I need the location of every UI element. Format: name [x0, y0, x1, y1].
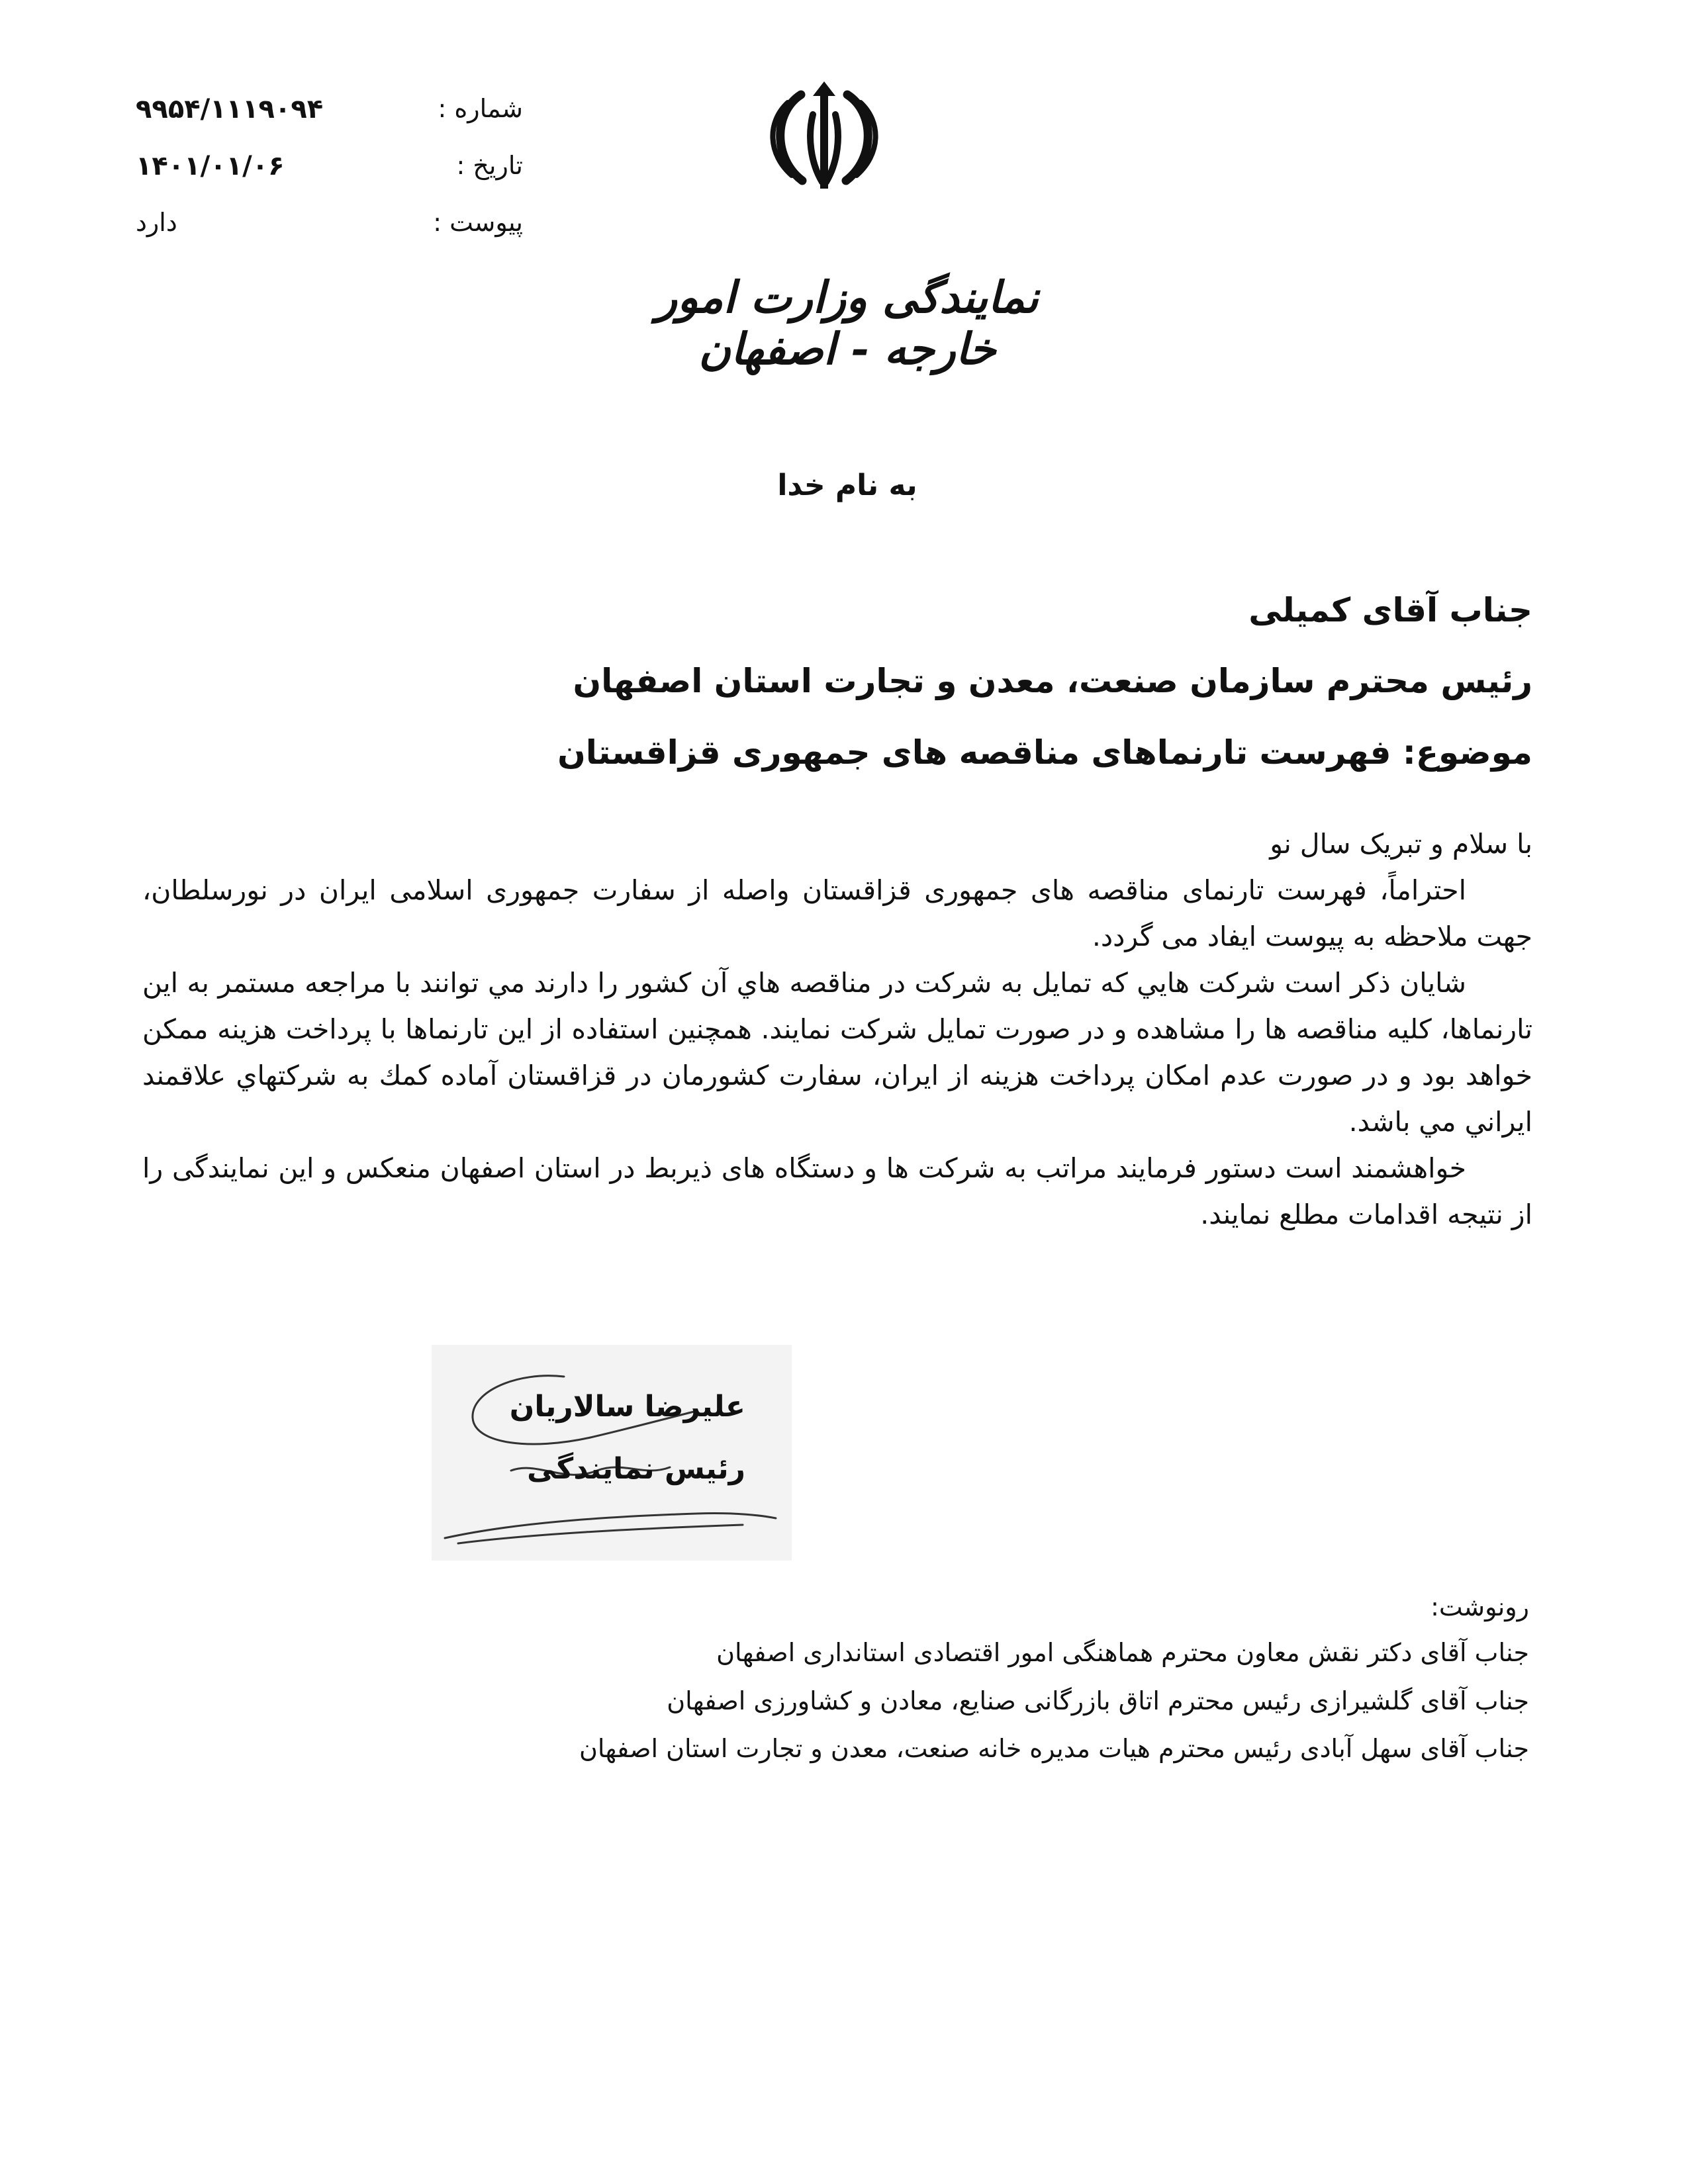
recipient-title: رئیس محترم سازمان صنعت، معدن و تجارت استان اصفهان	[573, 662, 1532, 700]
paragraph-1: احتراماً، فهرست تارنمای مناقصه های جمهوری قزاقستان واصله از سفارت جمهوری اسلامی ایران در نورسلطان، جهت ملاحظه به پیوست ایفاد می گردد.	[142, 874, 1532, 952]
iran-emblem-icon	[761, 76, 887, 195]
attachment-value: دارد	[136, 208, 177, 237]
signatory-name: علیرضا سالاریان	[509, 1390, 745, 1424]
cc-label: رونوشت:	[1430, 1592, 1529, 1621]
subject-line: موضوع: فهرست تارنماهای مناقصه های جمهوری قزاقستان	[557, 733, 1532, 772]
cc-item: جناب آقای دکتر نقش معاون محترم هماهنگی امور اقتصادی استانداری اصفهان	[716, 1638, 1529, 1667]
basmala: به نام خدا	[777, 469, 917, 502]
signature-block	[432, 1345, 792, 1561]
date-label: تاریخ :	[456, 151, 523, 180]
paragraph-3: خواهشمند است دستور فرمایند مراتب به شرکت ها و دستگاه های ذیربط در استان اصفهان منعکس و این نمایندگی را از نتیجه اقدامات مطلع نمایند.	[142, 1152, 1532, 1230]
number-value: ۹۹۵۴/۱۱۱۹۰۹۴	[136, 94, 324, 124]
greeting: با سلام و تبریک سال نو	[1270, 828, 1532, 860]
organization-name: نمایندگی وزارت امور خارجه - اصفهان	[656, 271, 1039, 375]
signatory-title: رئیس نمایندگی	[527, 1452, 745, 1486]
paragraph-2: شايان ذكر است شركت هايي كه تمايل به شركت در مناقصه هاي آن كشور را دارند مي توانند با مراجعه مستمر به این تارنماها، کلیه مناقصه ها را مشاهده و در صورت تمایل شرکت نمایند. همچنین استفاده از این تارنماها با پرداخت هزینه ممکن خواهد بود و در صورت عدم امکان پرداخت هزینه از ایران، سفارت کشورمان در قزاقستان آماده كمك به شركتهاي علاقمند ايراني مي باشد.	[142, 967, 1532, 1138]
attachment-label: پیوست :	[433, 208, 523, 237]
number-label: شماره :	[438, 94, 523, 123]
cc-item: جناب آقای گلشیرازی رئیس محترم اتاق بازرگانی صنایع، معادن و کشاورزی اصفهان	[667, 1686, 1529, 1715]
letter-body	[142, 821, 1532, 1238]
recipient-name: جناب آقای کمیلی	[1248, 591, 1532, 629]
date-value: ۱۴۰۱/۰۱/۰۶	[136, 151, 285, 181]
cc-item: جناب آقای سهل آبادی رئیس محترم هیات مدیره خانه صنعت، معدن و تجارت استان اصفهان	[579, 1734, 1529, 1763]
